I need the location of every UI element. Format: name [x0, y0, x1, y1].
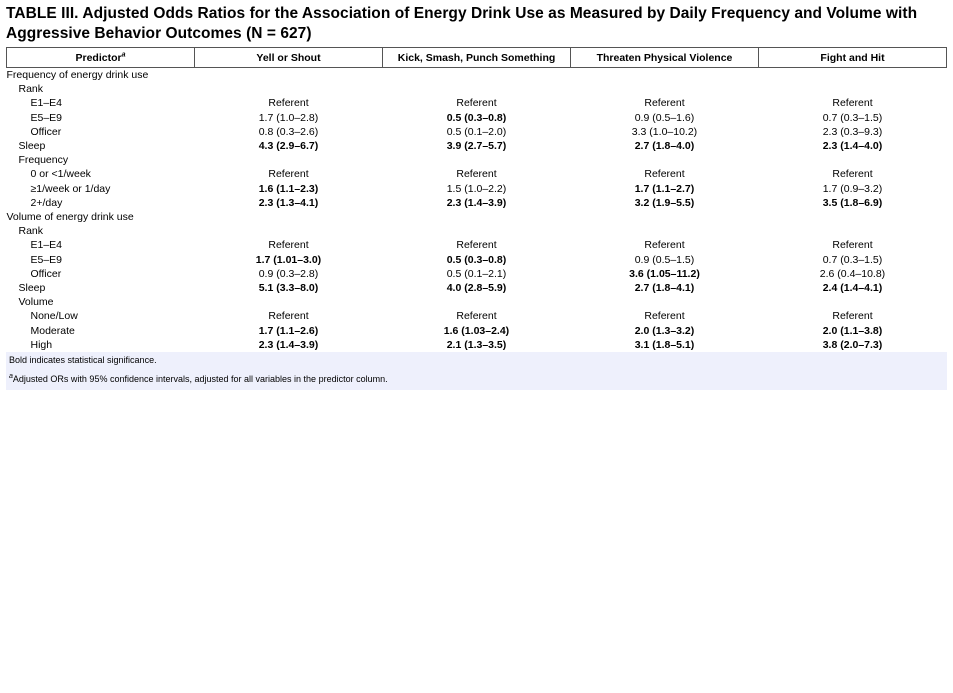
table-cell: 2.3 (1.4–3.9)	[446, 196, 507, 209]
table-cell: 2.3 (1.3–4.1)	[258, 196, 319, 209]
table-cell: Referent	[644, 310, 685, 323]
table-cell: 0.9 (0.5–1.5)	[634, 253, 695, 266]
column-header-predictor	[7, 48, 195, 68]
table-cell	[195, 224, 383, 238]
table-cell: 1.7 (1.1–2.6)	[258, 324, 319, 337]
table-cell: 3.5 (1.8–6.9)	[822, 196, 883, 209]
table-row	[7, 182, 947, 196]
row-label: High	[30, 338, 53, 351]
table-cell: 0.5 (0.3–0.8)	[446, 253, 507, 266]
table-cell: Referent	[644, 168, 685, 181]
table-cell: 1.7 (1.1–2.7)	[634, 182, 695, 195]
table-cell: 1.7 (0.9–3.2)	[822, 182, 883, 195]
table-cell: 2.0 (1.3–3.2)	[634, 324, 695, 337]
table-row	[7, 196, 947, 210]
row-label: E5–E9	[30, 253, 63, 266]
table-cell: Referent	[644, 239, 685, 252]
table-row	[7, 238, 947, 252]
table-cell: 3.1 (1.8–5.1)	[634, 338, 695, 351]
table-cell: 4.0 (2.8–5.9)	[446, 282, 507, 295]
table-row	[7, 210, 947, 224]
table-cell: 0.9 (0.5–1.6)	[634, 111, 695, 124]
table-cell: Referent	[832, 97, 873, 110]
row-label: None/Low	[30, 310, 78, 323]
table-cell	[195, 295, 383, 309]
column-header-fight: Fight and Hit	[759, 48, 947, 68]
group-label: Sleep	[18, 282, 46, 295]
table-cell	[383, 153, 571, 167]
group-label: Frequency	[18, 154, 69, 167]
table-cell: Referent	[456, 97, 497, 110]
table-row	[7, 309, 947, 323]
table-cell: 0.5 (0.3–0.8)	[446, 111, 507, 124]
table-cell: 2.7 (1.8–4.1)	[634, 282, 695, 295]
table-cell: Referent	[456, 168, 497, 181]
table-cell: 0.5 (0.1–2.0)	[446, 125, 507, 138]
table-cell: 2.4 (1.4–4.1)	[822, 282, 883, 295]
table-cell: Referent	[456, 239, 497, 252]
group-label: Rank	[18, 83, 44, 96]
table-cell: 1.6 (1.03–2.4)	[443, 324, 510, 337]
table-cell: 2.1 (1.3–3.5)	[446, 338, 507, 351]
row-label: Officer	[30, 125, 62, 138]
table-body	[7, 68, 947, 353]
table-cell	[383, 295, 571, 309]
column-header-yell: Yell or Shout	[195, 48, 383, 68]
table-cell: 1.7 (1.0–2.8)	[258, 111, 319, 124]
table-cell: 0.8 (0.3–2.6)	[258, 125, 319, 138]
table-cell: Referent	[644, 97, 685, 110]
table-row	[7, 338, 947, 352]
table-cell: Referent	[832, 310, 873, 323]
group-label: Volume	[18, 296, 54, 309]
row-label: E5–E9	[30, 111, 63, 124]
group-label: Rank	[18, 225, 44, 238]
table-cell: 1.5 (1.0–2.2)	[446, 182, 507, 195]
table-cell	[195, 82, 383, 96]
table-row	[7, 111, 947, 125]
table-cell: 1.6 (1.1–2.3)	[258, 182, 319, 195]
table-row	[7, 68, 947, 83]
group-label: Sleep	[18, 140, 46, 153]
table-row	[7, 125, 947, 139]
table-cell	[759, 153, 947, 167]
table-cell: Referent	[268, 310, 309, 323]
footnote-area	[6, 352, 947, 390]
table-row	[7, 281, 947, 295]
row-label: Moderate	[30, 324, 75, 337]
table-cell: Referent	[832, 168, 873, 181]
table-cell	[759, 295, 947, 309]
table-row	[7, 267, 947, 281]
table-cell: 1.7 (1.01–3.0)	[255, 253, 322, 266]
table-cell: 0.7 (0.3–1.5)	[822, 111, 883, 124]
table-cell: 3.6 (1.05–11.2)	[629, 267, 700, 280]
table-cell: 4.3 (2.9–6.7)	[258, 140, 319, 153]
table-cell: 3.2 (1.9–5.5)	[634, 196, 695, 209]
table-row	[7, 139, 947, 153]
table-cell: 5.1 (3.3–8.0)	[258, 282, 319, 295]
table-cell	[571, 295, 759, 309]
table-cell: 2.7 (1.8–4.0)	[634, 140, 695, 153]
footnote-a-marker: a	[9, 373, 13, 380]
table-title: TABLE III. Adjusted Odds Ratios for the Association of Energy Drink Use as Measured by Daily Frequency and Volume with Aggressive Behavior Outcomes (N = 627)	[6, 5, 918, 42]
odds-ratio-table	[6, 47, 947, 352]
table-cell: 2.3 (1.4–4.0)	[822, 140, 883, 153]
table-cell: 3.9 (2.7–5.7)	[446, 140, 507, 153]
table-row	[7, 167, 947, 181]
table-cell	[759, 82, 947, 96]
table-cell: 0.5 (0.1–2.1)	[446, 267, 507, 280]
table-cell: 2.3 (0.3–9.3)	[822, 125, 883, 138]
section-heading: Frequency of energy drink use	[6, 69, 149, 81]
table-cell: Referent	[268, 97, 309, 110]
footnote-marker: a	[121, 51, 126, 58]
table-cell: 0.7 (0.3–1.5)	[822, 253, 883, 266]
table-cell	[195, 153, 383, 167]
table-row	[7, 224, 947, 238]
table-header-row	[7, 48, 947, 68]
row-label: 0 or <1/week	[30, 168, 91, 181]
row-label: 2+/day	[30, 196, 63, 209]
table-cell: Referent	[268, 168, 309, 181]
table-cell: 3.3 (1.0–10.2)	[631, 125, 698, 138]
table-cell	[571, 82, 759, 96]
table-row	[7, 253, 947, 267]
table-cell: 0.9 (0.3–2.8)	[258, 267, 319, 280]
table-row	[7, 96, 947, 110]
table-cell	[571, 153, 759, 167]
table-cell: 2.6 (0.4–10.8)	[819, 267, 886, 280]
table-cell: 3.8 (2.0–7.3)	[822, 338, 883, 351]
table-cell	[383, 224, 571, 238]
table-row	[7, 295, 947, 309]
table-row	[7, 153, 947, 167]
adjusted-or-note	[9, 374, 388, 384]
table-cell: 2.0 (1.1–3.8)	[822, 324, 883, 337]
row-label: ≥1/week or 1/day	[30, 182, 111, 195]
section-heading: Volume of energy drink use	[6, 211, 134, 224]
table-row	[7, 324, 947, 338]
predictor-header-label: Predictor	[75, 51, 122, 64]
row-label: E1–E4	[30, 239, 63, 252]
table-cell	[759, 224, 947, 238]
table-cell: 2.3 (1.4–3.9)	[258, 338, 319, 351]
column-header-threaten: Threaten Physical Violence	[571, 48, 759, 68]
table-row	[7, 82, 947, 96]
footnote-a-text: Adjusted ORs with 95% confidence intervals, adjusted for all variables in the predictor column.	[12, 374, 388, 384]
table-cell: Referent	[456, 310, 497, 323]
row-label: E1–E4	[30, 97, 63, 110]
table-cell	[383, 82, 571, 96]
table-cell	[571, 224, 759, 238]
bold-significance-note: Bold indicates statistical significance.	[9, 355, 157, 365]
table-cell: Referent	[832, 239, 873, 252]
row-label: Officer	[30, 267, 62, 280]
column-header-kick: Kick, Smash, Punch Something	[383, 48, 571, 68]
table-cell: Referent	[268, 239, 309, 252]
